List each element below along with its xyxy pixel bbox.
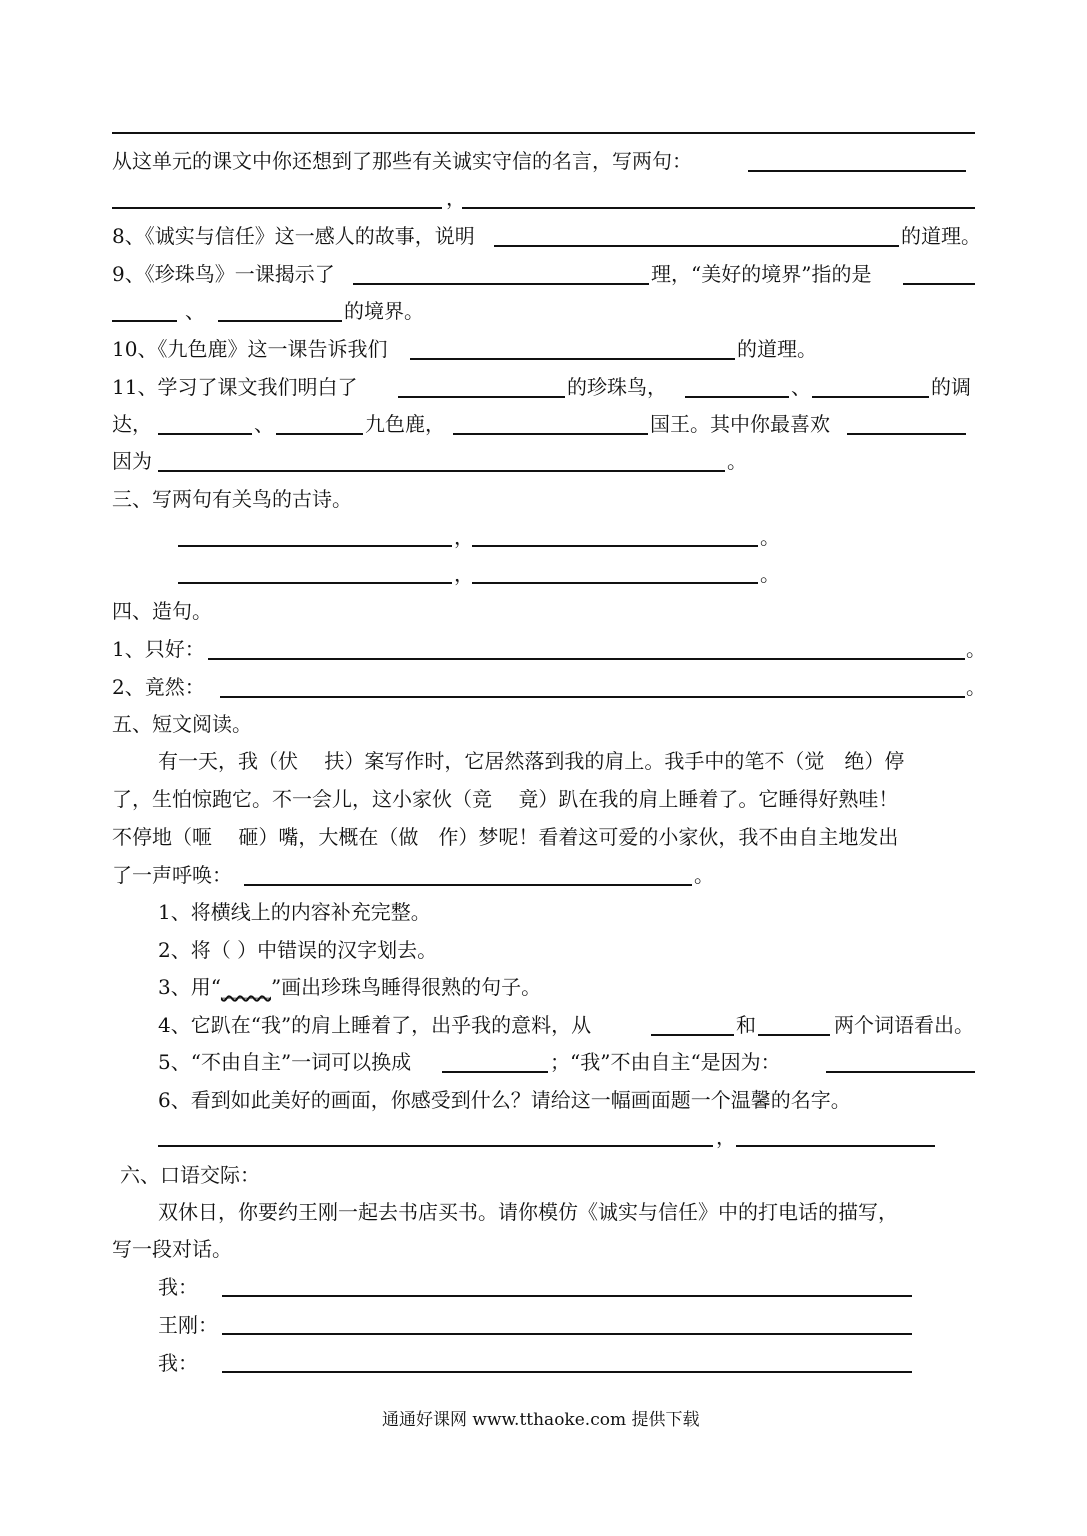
comma: ， [716,1125,736,1149]
section-5-title: 五、短文阅读。 [112,712,252,736]
speaker-label: 我： [158,1275,198,1299]
answer-blank[interactable] [748,170,966,172]
q9-suffix: 的境界。 [344,299,424,323]
q10-prefix: 10、《九色鹿》这一课告诉我们 [112,337,388,361]
s5-question-5: 5、“不由自主”一词可以换成 [158,1050,412,1074]
answer-blank[interactable] [208,658,965,660]
answer-blank[interactable] [220,696,965,698]
q11-text: 的调 [931,375,971,399]
answer-blank[interactable] [494,245,899,247]
s4-item-1: 1、只好： [112,637,205,661]
q4-suffix: 两个词语看出。 [834,1013,974,1037]
answer-blank[interactable] [398,396,565,398]
answer-blank[interactable] [442,1071,548,1073]
answer-blank[interactable] [826,1071,975,1073]
answer-blank[interactable] [903,283,975,285]
page-footer: 通通好课网 www.tthaoke.com 提供下载 [382,1410,700,1430]
answer-blank[interactable] [222,1371,912,1373]
answer-blank[interactable] [651,1034,734,1036]
period: 。 [727,449,747,473]
section-3-title: 三、写两句有关鸟的古诗。 [112,487,352,511]
passage-line: 不停地（咂 砸）嘴，大概在（做 作）梦呢！看着这可爱的小家伙，我不由自主地发出 [112,825,899,849]
answer-blank[interactable] [222,1295,912,1297]
passage-line: 了一声呼唤： [112,863,232,887]
s5-question-1: 1、将横线上的内容补充完整。 [158,900,431,924]
q9-mid: 理，“美好的境界”指的是 [651,262,872,286]
period: 。 [760,562,780,586]
answer-blank[interactable] [472,582,758,584]
q9-prefix: 9、《珍珠鸟》一课揭示了 [112,262,335,286]
answer-blank[interactable] [112,320,177,322]
answer-blank[interactable] [353,283,649,285]
speaker-label: 王刚： [158,1313,218,1337]
answer-blank[interactable] [847,433,966,435]
passage-line: 有一天，我（伏 扶）案写作时，它居然落到我的肩上。我手中的笔不（觉 绝）停 [158,749,905,773]
answer-blank[interactable] [178,582,452,584]
s5-question-3: 3、用“_____”画出珍珠鸟睡得很熟的句子。 [158,975,542,999]
s5-question-6: 6、看到如此美好的画面，你感受到什么？请给这一幅画面题一个温馨的名字。 [158,1088,851,1112]
period: 。 [966,675,986,699]
separator: 、 [185,299,205,323]
q5-mid: ；“我”不由自主“是因为： [550,1050,781,1074]
q11-prefix: 11、学习了课文我们明白了 [112,375,358,399]
answer-blank[interactable] [453,433,648,435]
answer-blank[interactable] [736,1145,935,1147]
s5-question-2: 2、将（ ）中错误的汉字划去。 [158,938,438,962]
answer-blank[interactable] [158,433,252,435]
answer-blank[interactable] [218,320,342,322]
answer-blank[interactable] [244,884,692,886]
top-rule [112,132,975,134]
section-4-title: 四、造句。 [112,599,212,623]
s4-item-2: 2、竟然： [112,675,205,699]
q11-text: 的珍珠鸟， [567,375,667,399]
q11-text: 因为 [112,449,152,473]
s6-paragraph-line: 写一段对话。 [112,1237,232,1261]
answer-blank[interactable] [812,396,929,398]
period: 。 [694,863,714,887]
q11-text: 国王。其中你最喜欢 [650,412,830,436]
answer-blank[interactable] [276,433,363,435]
answer-blank[interactable] [158,470,725,472]
answer-blank[interactable] [685,396,789,398]
q11-text: 达， [112,412,152,436]
period: 。 [966,637,986,661]
passage-line: 了，生怕惊跑它。不一会儿，这小家伙（竞 竟）趴在我的肩上睡着了。它睡得好熟哇！ [112,787,899,811]
s5-question-4: 4、它趴在“我”的肩上睡着了，出乎我的意料，从 [158,1013,592,1037]
separator: 、 [254,412,274,436]
period: 。 [760,525,780,549]
comma: ， [454,562,474,586]
separator: 、 [791,375,811,399]
answer-blank[interactable] [222,1333,912,1335]
q10-suffix: 的道理。 [737,337,817,361]
answer-blank[interactable] [158,1145,713,1147]
s6-paragraph-line: 双休日，你要约王刚一起去书店买书。请你模仿《诚实与信任》中的打电话的描写， [158,1200,898,1224]
speaker-label: 我： [158,1351,198,1375]
answer-blank[interactable] [112,207,442,209]
answer-blank[interactable] [462,207,975,209]
q8-suffix: 的道理。 [901,224,981,248]
q11-text: 九色鹿， [365,412,445,436]
answer-blank[interactable] [410,358,735,360]
answer-blank[interactable] [758,1034,830,1036]
answer-blank[interactable] [472,545,758,547]
q8-prefix: 8、《诚实与信任》这一感人的故事，说明 [112,224,475,248]
q7-prompt: 从这单元的课文中你还想到了那些有关诚实守信的名言，写两句： [112,149,692,173]
comma: ， [454,525,474,549]
section-6-title: 六、口语交际： [120,1163,260,1187]
answer-blank[interactable] [178,545,452,547]
q4-and: 和 [736,1013,756,1037]
wavy-underline-mark: _____ [220,975,271,999]
comma: ， [446,186,466,210]
